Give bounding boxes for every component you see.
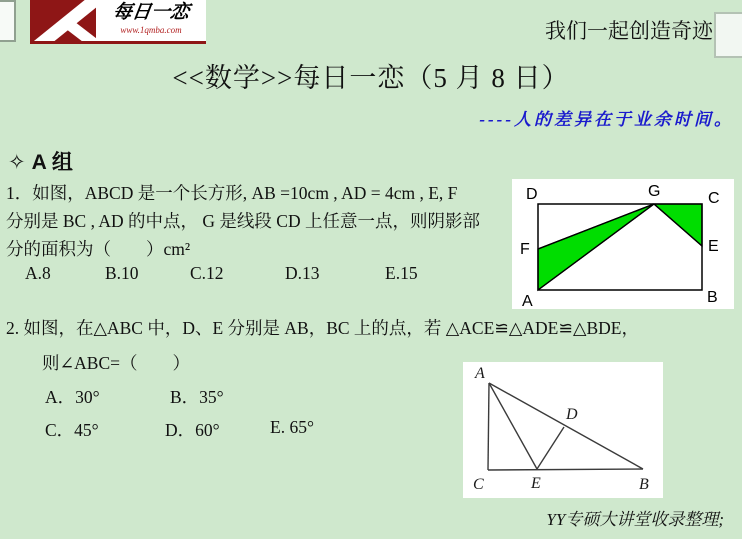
question-1-line-2: 分别是 BC , AD 的中点， G 是线段 CD 上任意一点，则阴影部 — [6, 211, 480, 231]
question-2-line-2: 则∠ABC=（ ） — [42, 353, 191, 373]
vertex-label-b: B — [707, 289, 718, 306]
vertex-label-a: A — [475, 365, 485, 382]
page-frame-marker-left — [0, 0, 16, 42]
logo-brand-text: 每日一恋 — [111, 2, 191, 23]
logo-person-icon — [30, 0, 96, 41]
question-2-options-row-1 — [0, 384, 470, 408]
q1-option-e: E.15 — [385, 263, 418, 283]
vertex-label-g: G — [648, 183, 661, 200]
question-1-line-1: 1．如图，ABCD 是一个长方形, AB =10cm , AD = 4cm , E, F — [6, 183, 458, 203]
vertex-label-b: B — [639, 476, 649, 493]
vertex-label-e: E — [708, 238, 719, 255]
vertex-label-c: C — [473, 476, 484, 493]
vertex-label-e: E — [531, 475, 541, 492]
question-2-options-row-2 — [0, 417, 470, 441]
q2-option-b: B．35° — [170, 387, 224, 407]
q1-option-b: B.10 — [105, 263, 139, 283]
section-heading-a — [8, 146, 73, 176]
footer-credit: YY专硕大讲堂收录整理; — [546, 510, 724, 529]
section-heading-label: A 组 — [31, 151, 73, 174]
q1-option-c: C.12 — [190, 263, 224, 283]
segment-cb — [488, 469, 643, 470]
q1-option-a: A.8 — [25, 263, 51, 283]
q2-option-a: A．30° — [45, 387, 100, 407]
logo-url-text: www.1qmba.com — [120, 25, 182, 35]
q2-option-c: C．45° — [45, 420, 99, 440]
vertex-label-f: F — [520, 241, 530, 258]
q1-option-d: D.13 — [285, 263, 320, 283]
vertex-label-c: C — [708, 190, 720, 207]
page-title: <<数学>>每日一恋（5 月 8 日） — [172, 63, 570, 93]
site-logo — [30, 0, 206, 44]
vertex-label-d: D — [526, 186, 538, 203]
question-1-text — [6, 179, 480, 263]
motto-line: ----人的差异在于业余时间。 — [479, 110, 734, 129]
segment-ac — [488, 383, 489, 470]
q2-figure — [463, 362, 663, 498]
q2-option-d: D．60° — [165, 420, 220, 440]
q2-figure-background — [463, 362, 663, 498]
logo-brand-block — [96, 0, 206, 41]
question-1-line-3: 分的面积为（ ）cm² — [6, 239, 191, 259]
q1-figure — [512, 179, 734, 309]
header-slogan: 我们一起创造奇迹 — [545, 19, 713, 43]
question-2-line-1: 2. 如图，在△ABC 中，D、E 分别是 AB，BC 上的点，若 △ACE≌△ADE≌△BDE， — [6, 318, 639, 338]
diamond-icon: ✧ — [8, 151, 26, 174]
question-1-options — [0, 263, 510, 287]
page-frame-marker-right — [714, 12, 742, 58]
vertex-label-d: D — [566, 406, 578, 423]
q2-option-e: E. 65° — [270, 417, 314, 437]
vertex-label-a: A — [522, 293, 533, 309]
